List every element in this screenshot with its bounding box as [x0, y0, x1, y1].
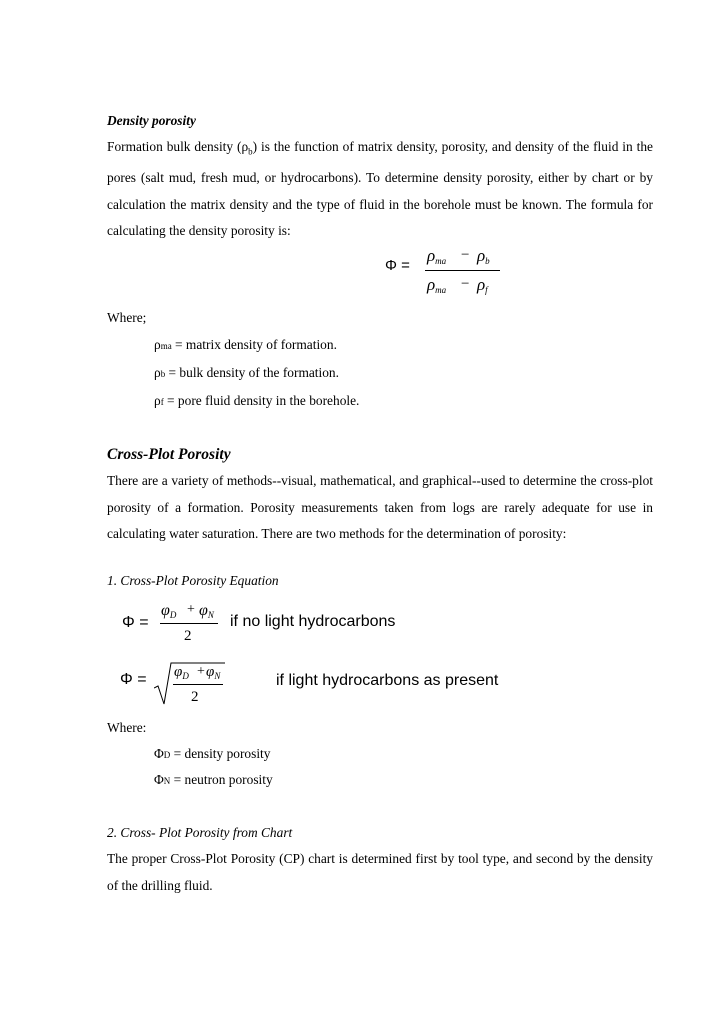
- definition-rho-f: ρf = pore fluid density in the borehole.: [154, 393, 360, 408]
- formula-lhs: Φ =: [385, 257, 410, 274]
- density-porosity-heading: Density porosity: [107, 113, 196, 128]
- crossplot-equation-1: Φ = φD + φN 2 if no light hydrocarbons: [122, 602, 396, 644]
- condition-light-hc: if light hydrocarbons as present: [276, 672, 499, 689]
- definition-rho-b: ρb = bulk density of the formation.: [154, 365, 339, 380]
- definition-phi-n: ΦN = neutron porosity: [154, 772, 273, 787]
- fraction-bar: [425, 270, 500, 271]
- phi-n: φN: [199, 602, 214, 620]
- method2-title: 2. Cross- Plot Porosity from Chart: [107, 825, 293, 840]
- crossplot-equation-2: Φ = $\varphi_D$ + $\varphi_N$ 2 if light hydrocarbons as present: [120, 660, 540, 712]
- rho-ma-denominator: ρma: [427, 275, 447, 295]
- method2-paragraph: The proper Cross-Plot Porosity (CP) chart is determined first by tool type, and second by the density of the drilling fluid.: [107, 851, 653, 893]
- density-intro-paragraph: Formation bulk density $(\rho_b)$ is the function of matrix density, porosity, and density of the fluid in the pores (salt mud, fresh mud, or hydrocarbons). To determine density porosity, either by chart or by calculation the matrix density and the type of fluid in the borehole must be known. The formula for calculating the density porosity is:: [107, 139, 653, 239]
- phi-d: $\varphi_D$: [174, 664, 189, 681]
- where-label: Where;: [107, 310, 147, 325]
- crossplot-intro-paragraph: There are a variety of methods--visual, mathematical, and graphical--used to determine the cross-plot porosity of a formation. Porosity measurements taken from logs are rarely adequate for use in calculating water saturation. There are two methods for the determination of porosity:: [107, 473, 653, 541]
- rho-f-denominator: ρf: [477, 275, 488, 295]
- density-porosity-formula: Φ = ρma − ρb ρma − ρf: [385, 246, 505, 306]
- definition-phi-d: ΦD = density porosity: [154, 746, 271, 761]
- rho-ma-numerator: ρma: [427, 246, 447, 266]
- where-label-2: Where:: [107, 720, 147, 735]
- rho-symbol: ρ: [241, 139, 249, 154]
- phi-d: φD: [161, 602, 177, 620]
- method1-title: 1. Cross-Plot Porosity Equation: [107, 573, 279, 588]
- rho-b-numerator: ρb: [477, 246, 490, 266]
- condition-no-light-hc: if no light hydrocarbons: [230, 613, 396, 630]
- definition-rho-ma: ρma = matrix density of formation.: [154, 337, 337, 352]
- phi-n: $\varphi_N$: [206, 664, 221, 681]
- crossplot-porosity-heading: Cross-Plot Porosity: [107, 446, 231, 463]
- fraction-bar: [173, 684, 223, 685]
- fraction-bar: [160, 623, 218, 624]
